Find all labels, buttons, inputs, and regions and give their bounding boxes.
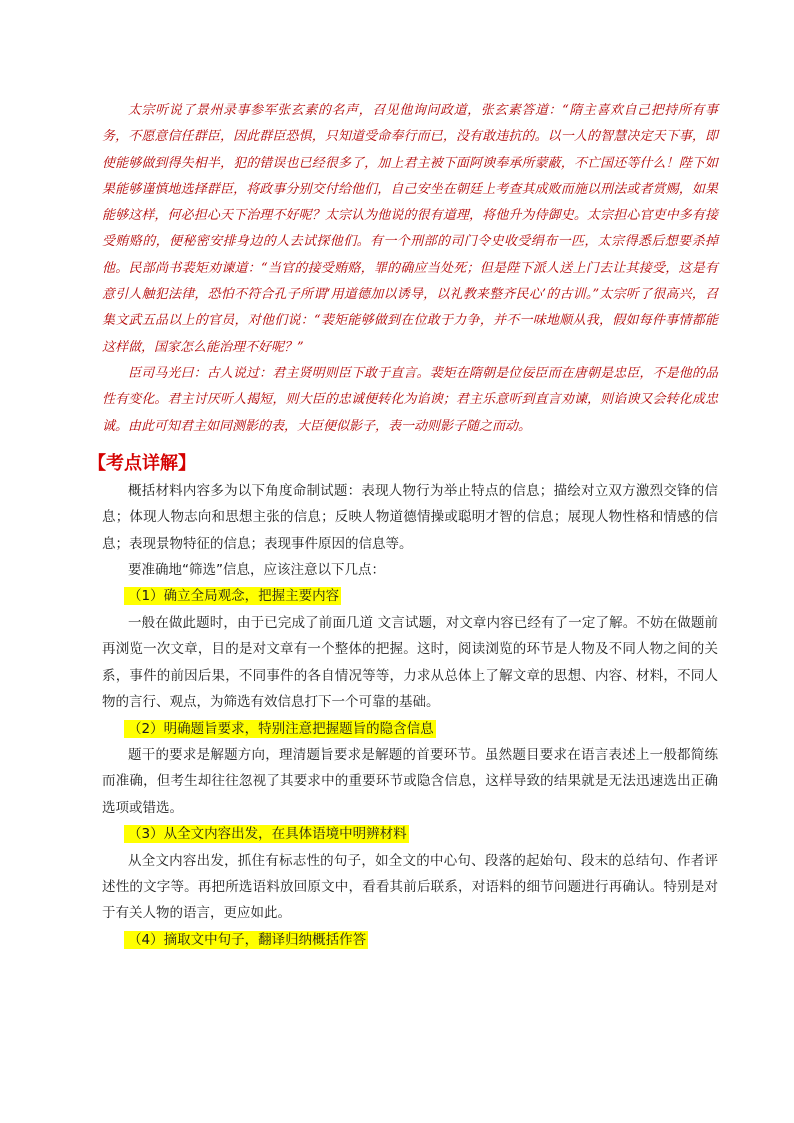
page-content [88,98,718,953]
body-paragraph [102,478,718,557]
point-paragraph [102,610,718,716]
point-heading [102,821,718,847]
point-paragraph-text: 题干的要求是解题方向，理清题旨要求是解题的首要环节。虽然题目要求在语言表述上一般都简练而准确，但考生却往往忽视了其要求中的重要环节或隐含信息，这样导致的结果就是无法迅速选出正确选项或错选。 [102,746,718,816]
point-heading [102,927,718,953]
point-paragraph-text: 一般在做此题时，由于已完成了前面几道 文言试题，对文章内容已经有了一定了解。不妨在做题前再浏览一次文章，目的是对文章有一个整体的把握。这时，阅读浏览的环节是人物及不同人物之间的关系，事件的前因后果，不同事件的各自情况等等，力求从总体上了解文章的思想、内容、材料，不同人物的言行、观点，为筛选有效信息打下一个可靠的基础。 [102,614,718,711]
point-paragraph [102,742,718,821]
point-heading-highlight: （1）确立全局观念，把握主要内容 [124,587,341,605]
body-paragraph [102,557,718,583]
point-heading [102,583,718,609]
body-paragraph-text: 要准确地“筛选”信息，应该注意以下几点： [128,562,385,579]
translation-block [102,98,718,440]
point-heading [102,716,718,742]
point-heading-highlight: （2）明确题旨要求，特别注意把握题旨的隐含信息 [124,720,436,738]
section-header: 【考点详解】 [88,452,196,474]
translation-paragraph: 臣司马光曰：古人说过：君主贤明则臣下敢于直言。裴矩在隋朝是位佞臣而在唐朝是忠臣，不是他的品性有变化。君主讨厌听人揭短，则大臣的忠诚便转化为谄谀；君主乐意听到直言劝谏，则谄谀又会转化成忠诚。由此可知君主如同测影的表，大臣便似影子，表一动则影子随之而动。 [102,365,718,434]
point-heading-highlight: （3）从全文内容出发，在具体语境中明辨材料 [124,825,409,843]
point-paragraph [102,848,718,927]
translation-paragraph: 太宗听说了景州录事参军张玄素的名声，召见他询问政道，张玄素答道：“隋主喜欢自己把持所有事务，不愿意信任群臣，因此群臣恐惧，只知道受命奉行而已，没有敢违抗的。以一人的智慧决定天下事，即使能够做到得失相半，犯的错误也已经很多了，加上君主被下面阿谀奉承所蒙蔽，不亡国还等什么！陛下如果能够谨慎地选择群臣，将政事分别交付给他们，自己安坐在朝廷上考查其成败而施以刑法或者赏赐，如果能够这样，何必担心天下治理不好呢？太宗认为他说的很有道理，将他升为侍御史。太宗担心官吏中多有接受贿赂的，便秘密安排身边的人去试探他们。有一个刑部的司门令史收受绢布一匹，太宗得悉后想要杀掉他。民部尚书裴矩劝谏道：“当官的接受贿赂，罪的确应当处死；但是陛下派人送上门去让其接受，这是有意引人触犯法律，恐怕不符合孔子所谓‘用道德加以诱导，以礼教来整齐民心’的古训。”太宗听了很高兴，召集文武五品以上的官员，对他们说：“裴矩能够做到在位敢于力争，并不一味地顺从我，假如每件事情都能这样做，国家怎么能治理不好呢？” [102,103,718,355]
body-paragraph-text: 概括材料内容多为以下角度命制试题：表现人物行为举止特点的信息；描绘对立双方激烈交锋的信息；体现人物志向和思想主张的信息；反映人物道德情操或聪明才智的信息；展现人物性格和情感的信息；表现景物特征的信息；表现事件原因的信息等。 [102,482,718,552]
point-paragraph-text: 从全文内容出发，抓住有标志性的句子，如全文的中心句、段落的起始句、段末的总结句、作者评述性的文字等。再把所选语料放回原文中，看看其前后联系，对语料的细节问题进行再确认。特别是对于有关人物的语言，更应如此。 [102,852,718,922]
point-heading-highlight: （4）摘取文中句子，翻译归纳概括作答 [124,931,368,949]
body-text [102,478,718,953]
